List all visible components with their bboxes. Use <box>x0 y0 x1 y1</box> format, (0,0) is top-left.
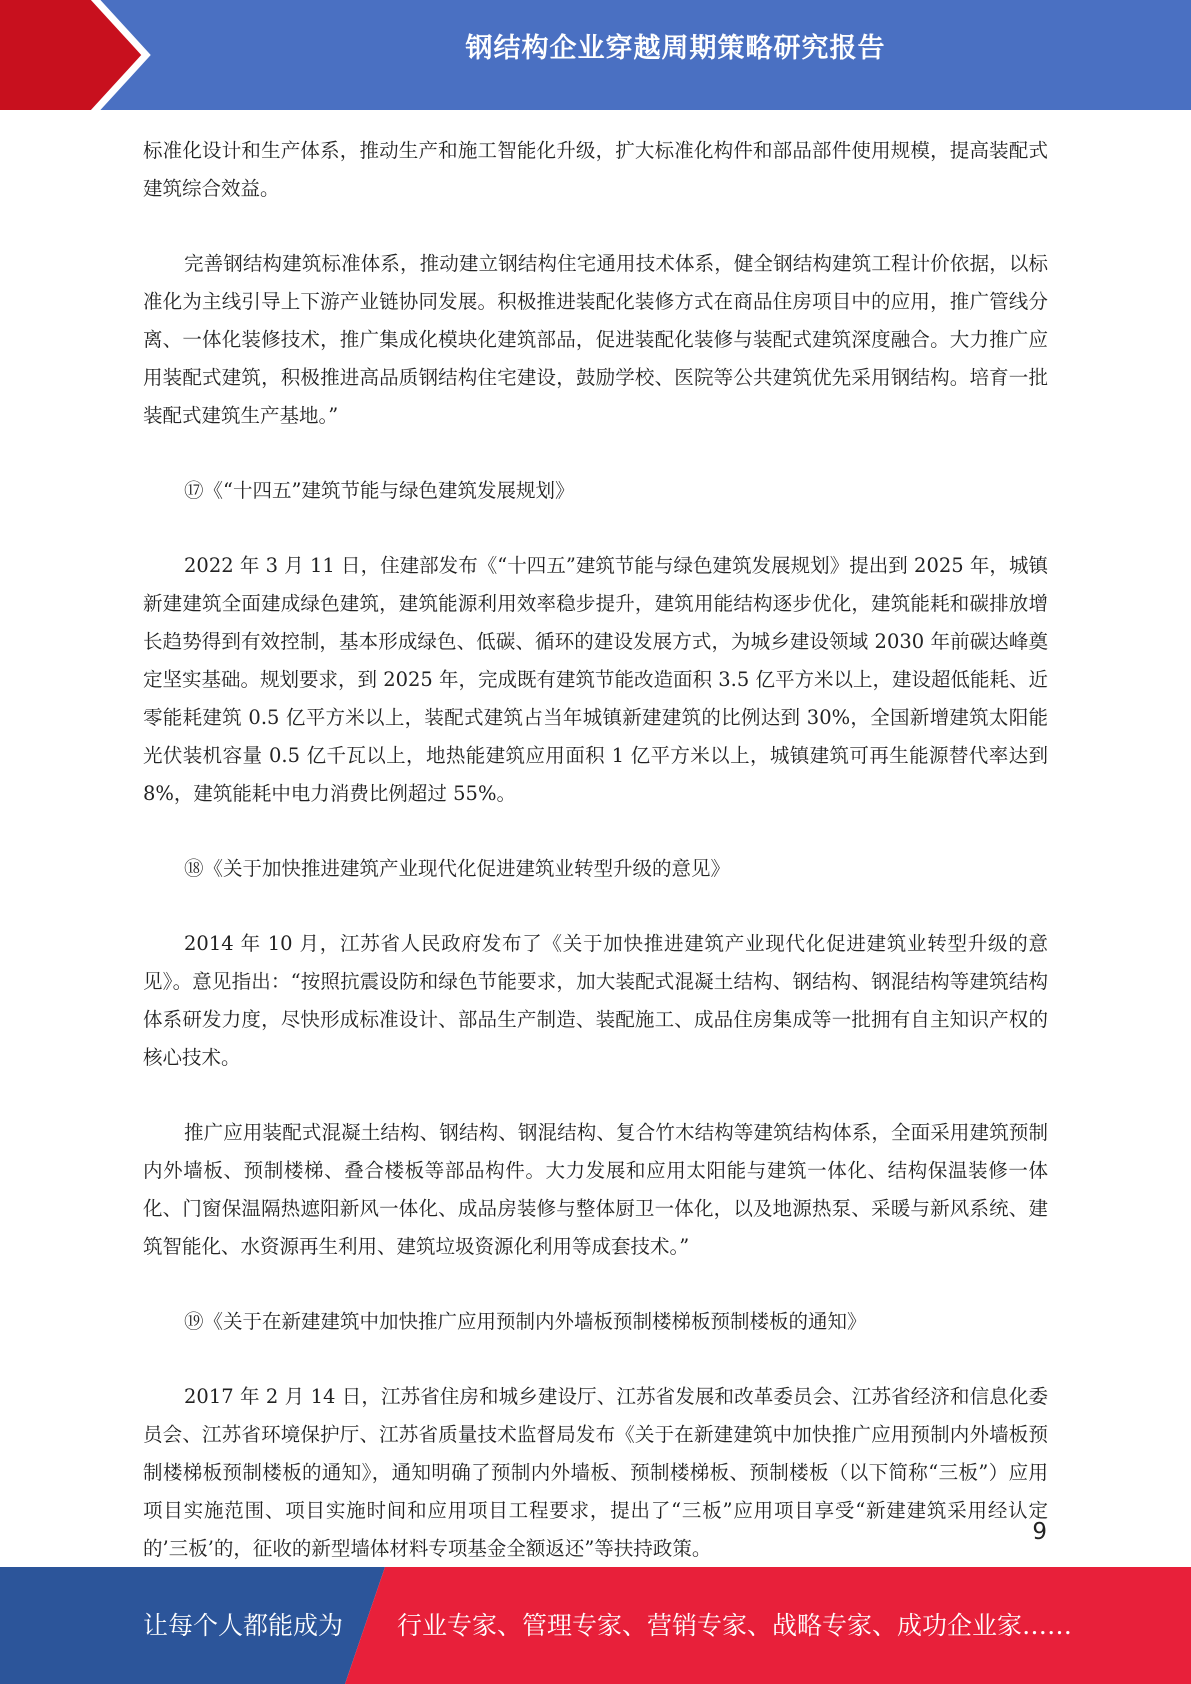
body-paragraph: 推广应用装配式混凝土结构、钢结构、钢混结构、复合竹木结构等建筑结构体系，全面采用建筑预制内外墙板、预制楼梯、叠合楼板等部品构件。大力发展和应用太阳能与建筑一体化、结构保温装修一体化、门窗保温隔热遮阳新风一体化、成品房装修与整体厨卫一体化，以及地源热泵、采暖与新风系统、建筑智能化、水资源再生利用、建筑垃圾资源化利用等成套技术。” <box>143 1121 1048 1258</box>
body-paragraph: ⑲《关于在新建建筑中加快推广应用预制内外墙板预制楼梯板预制楼板的通知》 <box>184 1310 867 1333</box>
page-header <box>0 0 1191 110</box>
body-paragraph: 2017 年 2 月 14 日，江苏省住房和城乡建设厅、江苏省发展和改革委员会、江苏省经济和信息化委员会、江苏省环境保护厅、江苏省质量技术监督局发布《关于在新建建筑中加快推广应用预制内外墙板预制楼梯板预制楼板的通知》，通知明确了预制内外墙板、预制楼梯板、预制楼板（以下简称“三板”）应用项目实施范围、项目实施时间和应用项目工程要求，提出了“三板”应用项目享受“新建建筑采用经认定的’三板’的，征收的新型墙体材料专项基金全额返还”等扶持政策。 <box>143 1385 1048 1560</box>
body-paragraph: 2022 年 3 月 11 日，住建部发布《“十四五”建筑节能与绿色建筑发展规划》提出到 2025 年，城镇新建建筑全面建成绿色建筑，建筑能源利用效率稳步提升，建筑用能结构逐步优化，建筑能耗和碳排放增长趋势得到有效控制，基本形成绿色、低碳、循环的建设发展方式，为城乡建设领域 2030 年前碳达峰奠定坚实基础。规划要求，到 2025 年，完成既有建筑节能改造面积 3.5 亿平方米以上，建设超低能耗、近零能耗建筑 0.5 亿平方米以上，装配式建筑占当年城镇新建建筑的比例达到 30%，全国新增建筑太阳能光伏装机容量 0.5 亿千瓦以上，地热能建筑应用面积 1 亿平方米以上，城镇建筑可再生能源替代率达到 8%，建筑能耗中电力消费比例超过 55%。 <box>143 554 1048 805</box>
footer-slogan-right: 行业专家、管理专家、营销专家、战略专家、成功企业家…… <box>397 1611 1073 1640</box>
body-paragraph: ⑱《关于加快推进建筑产业现代化促进建筑业转型升级的意见》 <box>184 857 731 880</box>
body-paragraph: ⑰《“十四五”建筑节能与绿色建筑发展规划》 <box>184 479 575 502</box>
body-paragraph: 完善钢结构建筑标准体系，推动建立钢结构住宅通用技术体系，健全钢结构建筑工程计价依据，以标准化为主线引导上下游产业链协同发展。积极推进装配化装修方式在商品住房项目中的应用，推广管线分离、一体化装修技术，推广集成化模块化建筑部品，促进装配化装修与装配式建筑深度融合。大力推广应用装配式建筑，积极推进高品质钢结构住宅建设，鼓励学校、医院等公共建筑优先采用钢结构。培育一批装配式建筑生产基地。” <box>143 252 1048 427</box>
footer-slogan-left: 让每个人都能成为 <box>143 1611 344 1640</box>
page-footer <box>0 1567 1191 1684</box>
red-chevron-decoration <box>0 0 160 110</box>
body-paragraph: 标准化设计和生产体系，推动生产和施工智能化升级，扩大标准化构件和部品部件使用规模，提高装配式建筑综合效益。 <box>143 139 1048 200</box>
page-number: 9 <box>1032 1519 1047 1545</box>
report-title: 钢结构企业穿越周期策略研究报告 <box>465 33 886 64</box>
body-paragraph: 2014 年 10 月，江苏省人民政府发布了《关于加快推进建筑产业现代化促进建筑业转型升级的意见》。意见指出：“按照抗震设防和绿色节能要求，加大装配式混凝土结构、钢结构、钢混结构等建筑结构体系研发力度，尽快形成标准设计、部品生产制造、装配施工、成品住房集成等一批拥有自主知识产权的核心技术。 <box>143 932 1048 1069</box>
document-body <box>143 132 1048 1568</box>
